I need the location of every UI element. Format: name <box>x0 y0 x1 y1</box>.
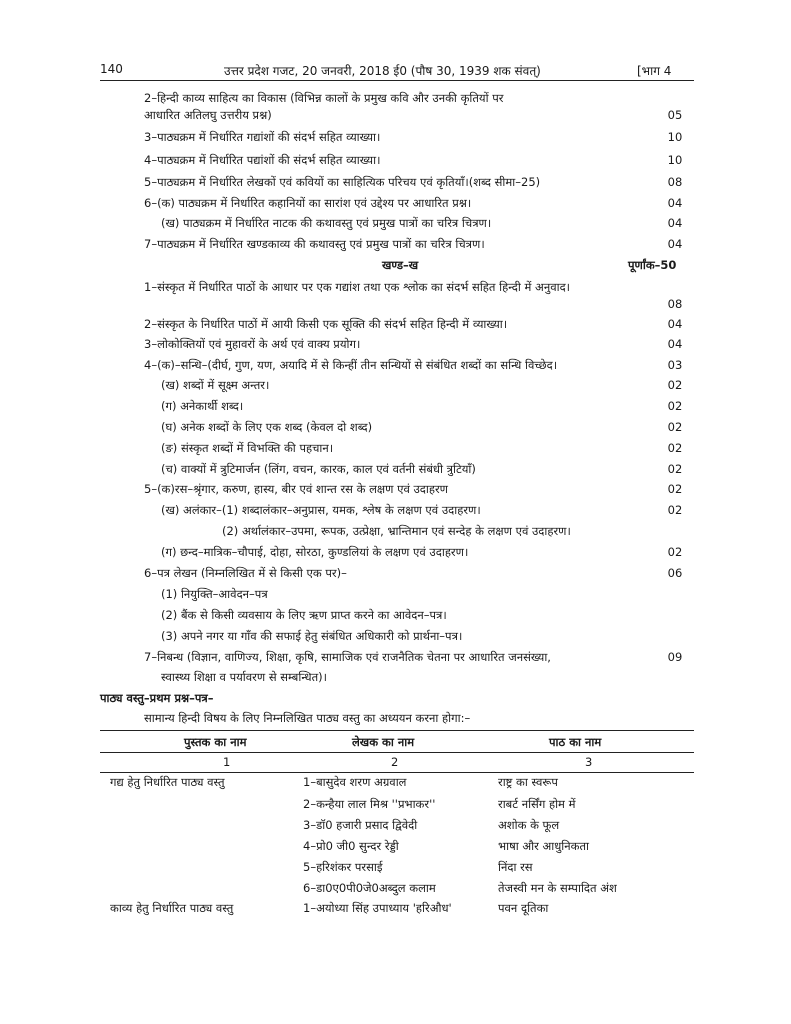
cell-book: गद्य हेतु निर्धारित पाठ्य वस्तु <box>110 775 225 789</box>
item-marks: 10 <box>667 153 683 167</box>
list-item <box>0 153 791 171</box>
cell-lesson: निंदा रस <box>498 860 533 874</box>
column-number: 1 <box>223 755 231 769</box>
page-number: 140 <box>100 62 123 76</box>
column-header-lesson: पाठ का नाम <box>549 735 602 749</box>
list-item <box>0 317 791 335</box>
item-marks: 02 <box>667 503 683 517</box>
item-marks: 02 <box>667 482 683 496</box>
item-text: (ग) अनेकार्थी शब्द। <box>161 399 244 413</box>
list-item <box>0 130 791 148</box>
item-text: (2) बैंक से किसी व्यवसाय के लिए ऋण प्राप्त करने का आवेदन–पत्र। <box>161 608 447 622</box>
item-text: 4–(क)–सन्धि–(दीर्घ, गुण, यण, अयादि में से किन्हीं तीन सन्धियों से संबंधित शब्दों का सन्धि विच्छेद। <box>144 358 558 372</box>
syllabus-intro: सामान्य हिन्दी विषय के लिए निम्नलिखित पाठ्य वस्तु का अध्ययन करना होगा:– <box>144 711 471 725</box>
column-header-book: पुस्तक का नाम <box>184 735 247 749</box>
list-item <box>0 297 791 315</box>
gazette-title: उत्तर प्रदेश गजट, 20 जनवरी, 2018 ई0 (पौष 30, 1939 शक संवत्) <box>224 64 541 78</box>
column-header-author: लेखक का नाम <box>352 735 415 749</box>
list-item <box>0 175 791 193</box>
column-number: 2 <box>391 755 399 769</box>
cell-author: 3–डॉ0 हजारी प्रसाद द्विवेदी <box>303 818 418 832</box>
item-marks: 09 <box>667 650 683 664</box>
cell-author: 1–बासुदेव शरण अग्रवाल <box>303 775 407 789</box>
item-text: स्वास्थ्य शिक्षा व पर्यावरण से सम्बन्धित)। <box>161 670 327 684</box>
list-item <box>0 337 791 355</box>
table-top-rule <box>100 730 694 731</box>
cell-lesson: राष्ट्र का स्वरूप <box>498 775 558 789</box>
cell-author: 2–कन्हैया लाल मिश्र ''प्रभाकर'' <box>303 797 436 811</box>
cell-author: 4–प्रो0 जी0 सुन्दर रेड्डी <box>303 839 399 853</box>
item-text: 6–पत्र लेखन (निम्नलिखित में से किसी एक पर)– <box>144 566 347 580</box>
item-text: (3) अपने नगर या गाँव की सफाई हेतु संबंधित अधिकारी को प्रार्थना–पत्र। <box>161 629 463 643</box>
list-item <box>0 545 791 563</box>
cell-lesson: भाषा और आधुनिकता <box>498 839 590 853</box>
cell-lesson: तेजस्वी मन के सम्पादित अंश <box>498 881 617 895</box>
cell-lesson: अशोक के फूल <box>498 818 560 832</box>
list-item <box>0 91 791 109</box>
item-text: 6–(क) पाठ्यक्रम में निर्धारित कहानियों का सारांश एवं उद्देश्य पर आधारित प्रश्न। <box>144 196 472 210</box>
item-text: (ख) अलंकार–(1) शब्दालंकार–अनुप्रास, यमक, श्लेष के लक्षण एवं उदाहरण। <box>161 503 481 517</box>
cell-author: 5–हरिशंकर परसाई <box>303 860 383 874</box>
list-item <box>0 566 791 584</box>
item-marks: 04 <box>667 196 683 210</box>
item-marks: 02 <box>667 378 683 392</box>
item-marks: 05 <box>667 108 683 122</box>
item-text: (ख) शब्दों में सूक्ष्म अन्तर। <box>161 378 270 392</box>
cell-lesson: पवन दूतिका <box>498 901 549 915</box>
item-text: (च) वाक्यों में त्रुटिमार्जन (लिंग, वचन, कारक, काल एवं वर्तनी संबंधी त्रुटियाँ) <box>161 462 476 476</box>
syllabus-heading: पाठ्य वस्तु–प्रथम प्रश्न–पत्र– <box>100 691 214 705</box>
section-b-total: पूर्णांक–50 <box>628 258 677 272</box>
item-text: 2–हिन्दी काव्य साहित्य का विकास (विभिन्न कालों के प्रमुख कवि और उनकी कृतियों पर <box>144 91 504 105</box>
item-text: 4–पाठ्यक्रम में निर्धारित पद्यांशों की संदर्भ सहित व्याख्या। <box>144 153 381 167</box>
item-text: (1) नियुक्ति–आवेदन–पत्र <box>161 587 268 601</box>
list-item <box>0 524 791 542</box>
item-text: 2–संस्कृत के निर्धारित पाठों में आयी किसी एक सूक्ति की संदर्भ सहित हिन्दी में व्याख्या। <box>144 317 508 331</box>
list-item <box>0 608 791 626</box>
item-text: 1–संस्कृत में निर्धारित पाठों के आधार पर एक गद्यांश तथा एक श्लोक का संदर्भ सहित हिन्दी में अनुवाद। <box>144 280 571 294</box>
item-text: (ङ) संस्कृत शब्दों में विभक्ति की पहचान। <box>161 441 334 455</box>
item-text: 5–पाठ्यक्रम में निर्धारित लेखकों एवं कवियों का साहित्यिक परिचय एवं कृतियाँ।(शब्द सीमा–25) <box>144 175 541 189</box>
list-item <box>0 237 791 255</box>
item-marks: 02 <box>667 420 683 434</box>
list-item <box>0 441 791 459</box>
cell-book: काव्य हेतु निर्धारित पाठ्य वस्तु <box>110 901 234 915</box>
list-item <box>0 280 791 298</box>
list-item <box>0 358 791 376</box>
item-text: आधारित अतिलघु उत्तरीय प्रश्न) <box>144 108 272 122</box>
list-item <box>0 650 791 668</box>
item-marks: 04 <box>667 317 683 331</box>
part-label: [भाग 4 <box>637 64 672 78</box>
list-item <box>0 399 791 417</box>
list-item <box>0 482 791 500</box>
item-marks: 08 <box>667 297 683 311</box>
item-text: 7–निबन्ध (विज्ञान, वाणिज्य, शिक्षा, कृषि, सामाजिक एवं राजनैतिक चेतना पर आधारित जनसंख्या, <box>144 650 551 664</box>
item-text: 5–(क)रस–श्रृंगार, करुण, हास्य, बीर एवं शान्त रस के लक्षण एवं उदाहरण <box>144 482 448 496</box>
list-item <box>0 420 791 438</box>
list-item <box>0 587 791 605</box>
item-marks: 04 <box>667 216 683 230</box>
item-text: (ख) पाठ्यक्रम में निर्धारित नाटक की कथावस्तु एवं प्रमुख पात्रों का चरित्र चित्रण। <box>161 216 492 230</box>
list-item <box>0 378 791 396</box>
item-text: (ग) छन्द–मात्रिक–चौपाई, दोहा, सोरठा, कुण्डलियां के लक्षण एवं उदाहरण। <box>161 545 469 559</box>
cell-author: 6–डा0ए0पी0जे0अब्दुल कलाम <box>303 881 436 895</box>
list-item <box>0 629 791 647</box>
list-item <box>0 670 791 688</box>
list-item <box>0 503 791 521</box>
item-marks: 02 <box>667 462 683 476</box>
list-item <box>0 196 791 214</box>
list-item <box>0 216 791 234</box>
table-header-rule <box>100 752 694 753</box>
cell-author: 1–अयोध्या सिंह उपाध्याय 'हरिऔध' <box>303 901 452 915</box>
item-marks: 08 <box>667 175 683 189</box>
item-marks: 04 <box>667 337 683 351</box>
column-number: 3 <box>585 755 593 769</box>
item-marks: 02 <box>667 399 683 413</box>
item-text: 3–पाठ्यक्रम में निर्धारित गद्यांशों की संदर्भ सहित व्याख्या। <box>144 130 381 144</box>
item-marks: 03 <box>667 358 683 372</box>
list-item <box>0 462 791 480</box>
header-rule <box>100 80 694 81</box>
table-number-rule <box>100 772 694 773</box>
item-marks: 04 <box>667 237 683 251</box>
item-text: 7–पाठ्यक्रम में निर्धारित खण्डकाव्य की कथावस्तु एवं प्रमुख पात्रों का चरित्र चित्रण। <box>144 237 485 251</box>
item-text: (2) अर्थालंकार–उपमा, रूपक, उत्प्रेक्षा, भ्रान्तिमान एवं सन्देह के लक्षण एवं उदाहरण। <box>222 524 571 538</box>
item-marks: 02 <box>667 441 683 455</box>
item-marks: 02 <box>667 545 683 559</box>
item-marks: 06 <box>667 566 683 580</box>
section-b-title: खण्ड–ख <box>382 258 419 272</box>
cell-lesson: राबर्ट नर्सिंग होम में <box>498 797 576 811</box>
item-marks: 10 <box>667 130 683 144</box>
item-text: (घ) अनेक शब्दों के लिए एक शब्द (केवल दो शब्द) <box>161 420 373 434</box>
item-text: 3–लोकोक्तियों एवं मुहावरों के अर्थ एवं वाक्य प्रयोग। <box>144 337 361 351</box>
list-item <box>0 108 791 126</box>
